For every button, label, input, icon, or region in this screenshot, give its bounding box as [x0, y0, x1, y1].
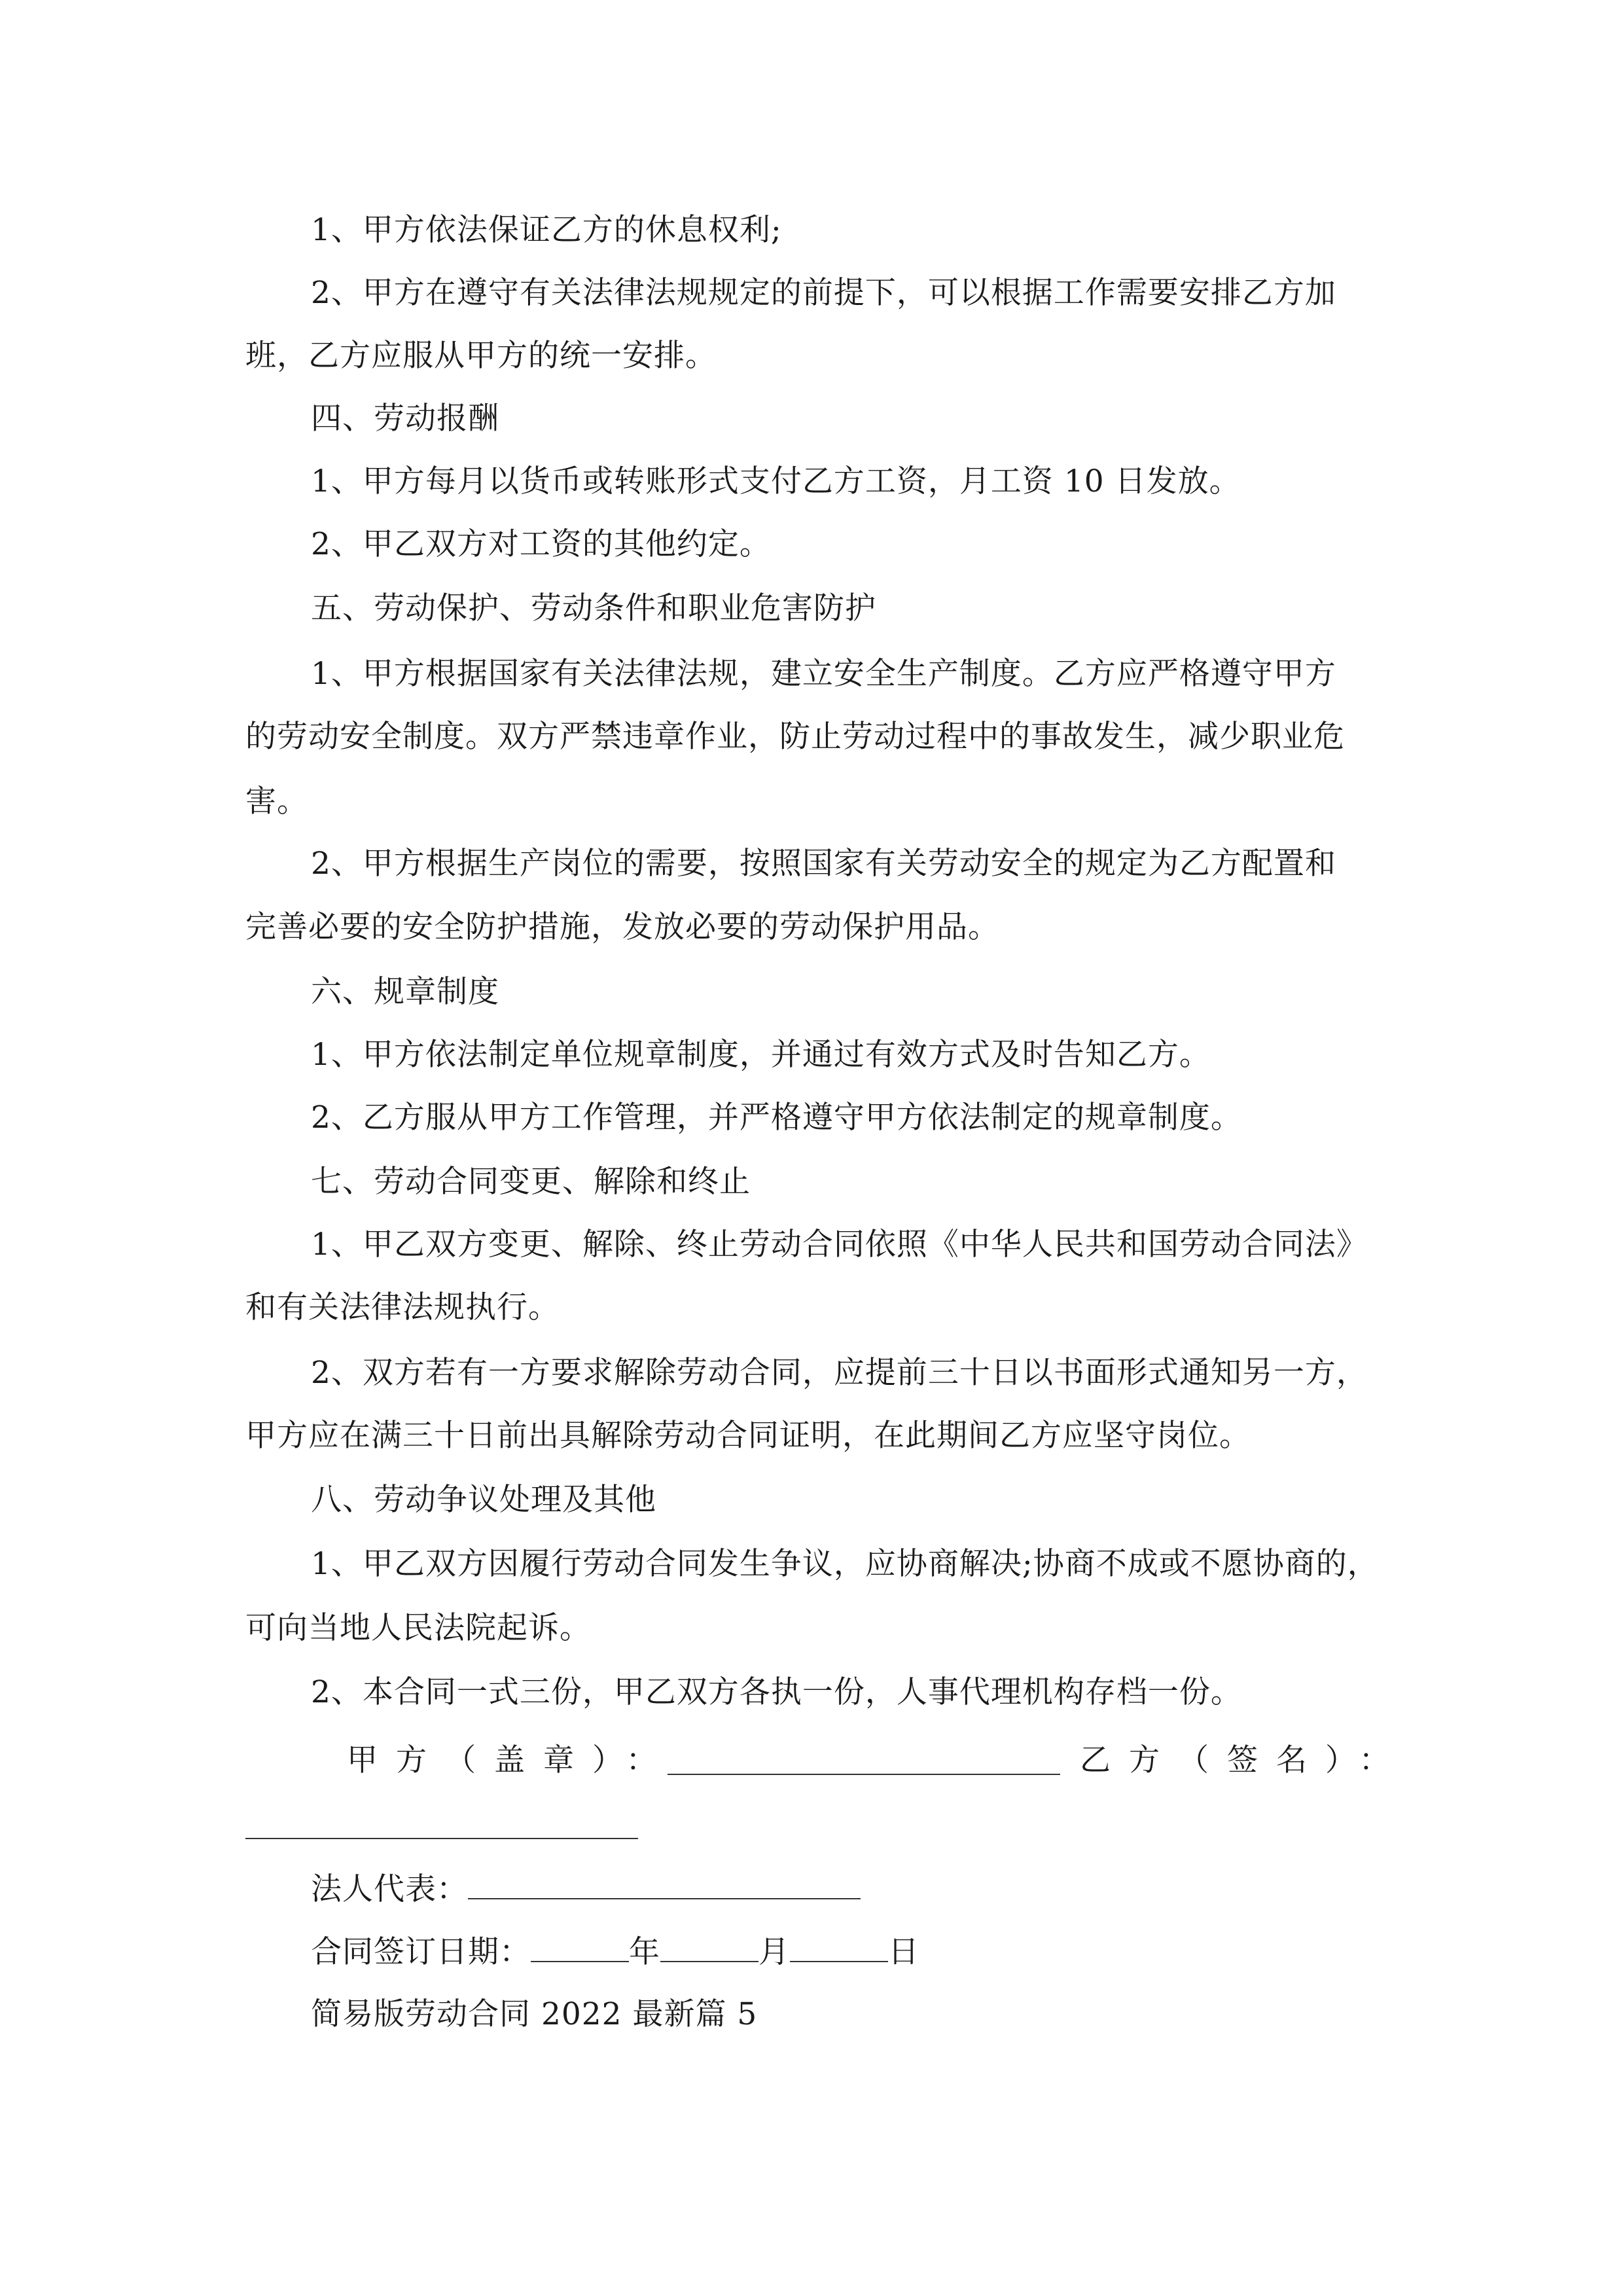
month-label: 月	[758, 1934, 790, 1970]
next-section-title: 简易版劳动合同 2022 最新篇 5	[311, 1996, 758, 2032]
legal-rep-signature-line[interactable]	[468, 1869, 861, 1899]
party-b-signature-line[interactable]	[245, 1838, 638, 1839]
paragraph-safety-2-line2: 完善必要的安全防护措施，发放必要的劳动保护用品。	[245, 909, 999, 945]
paragraph-rules-1: 1、甲方依法制定单位规章制度，并通过有效方式及时告知乙方。	[311, 1037, 1211, 1073]
day-label: 日	[888, 1934, 919, 1970]
paragraph-pay-1: 1、甲方每月以货币或转账形式支付乙方工资，月工资 10 日发放。	[311, 463, 1241, 499]
paragraph-safety-1-line3: 害。	[245, 783, 308, 819]
section-title-safety: 五、劳动保护、劳动条件和职业危害防护	[311, 590, 876, 626]
day-blank[interactable]	[790, 1932, 888, 1962]
party-a-signature-line[interactable]	[668, 1774, 1060, 1775]
year-label: 年	[629, 1934, 660, 1970]
paragraph-safety-2-line1: 2、甲方根据生产岗位的需要，按照国家有关劳动安全的规定为乙方配置和	[311, 846, 1336, 882]
month-blank[interactable]	[660, 1932, 758, 1962]
sign-date-label: 合同签订日期：	[311, 1934, 531, 1970]
paragraph-dispute-1-line2: 可向当地人民法院起诉。	[245, 1610, 591, 1646]
year-blank[interactable]	[531, 1932, 629, 1962]
paragraph-dispute-2: 2、本合同一式三份，甲乙双方各执一份，人事代理机构存档一份。	[311, 1674, 1242, 1710]
paragraph-change-1-line1: 1、甲乙双方变更、解除、终止劳动合同依照《中华人民共和国劳动合同法》	[311, 1227, 1368, 1263]
section-title-pay: 四、劳动报酬	[311, 401, 499, 437]
party-b-label: 乙方（签名）：	[1080, 1742, 1408, 1778]
section-title-contract-change: 七、劳动合同变更、解除和终止	[311, 1164, 751, 1200]
paragraph-safety-1-line2: 的劳动安全制度。双方严禁违章作业，防止劳动过程中的事故发生，减少职业危	[245, 719, 1345, 755]
paragraph-change-2-line1: 2、双方若有一方要求解除劳动合同，应提前三十日以书面形式通知另一方，	[311, 1355, 1368, 1391]
paragraph-rest-1: 1、甲方依法保证乙方的休息权利;	[311, 212, 782, 248]
paragraph-pay-2: 2、甲乙双方对工资的其他约定。	[311, 526, 771, 562]
party-a-label: 甲方（盖章）：	[347, 1742, 675, 1778]
paragraph-change-2-line2: 甲方应在满三十日前出具解除劳动合同证明，在此期间乙方应坚守岗位。	[245, 1418, 1251, 1454]
signature-row	[347, 1741, 1408, 1780]
paragraph-safety-1-line1: 1、甲方根据国家有关法律法规，建立安全生产制度。乙方应严格遵守甲方	[311, 656, 1336, 692]
paragraph-rest-2-line1: 2、甲方在遵守有关法律法规规定的前提下，可以根据工作需要安排乙方加	[311, 275, 1336, 311]
paragraph-rules-2: 2、乙方服从甲方工作管理，并严格遵守甲方依法制定的规章制度。	[311, 1100, 1242, 1136]
paragraph-dispute-1-line1: 1、甲乙双方因履行劳动合同发生争议，应协商解决;协商不成或不愿协商的，	[311, 1546, 1379, 1582]
section-title-dispute: 八、劳动争议处理及其他	[311, 1482, 656, 1518]
paragraph-change-1-line2: 和有关法律法规执行。	[245, 1289, 560, 1325]
section-title-rules: 六、规章制度	[311, 974, 499, 1010]
legal-rep-label: 法人代表：	[311, 1871, 468, 1907]
sign-date-row	[311, 1932, 1463, 1972]
paragraph-rest-2-line2: 班，乙方应服从甲方的统一安排。	[245, 338, 717, 374]
legal-rep-row	[311, 1869, 1463, 1909]
